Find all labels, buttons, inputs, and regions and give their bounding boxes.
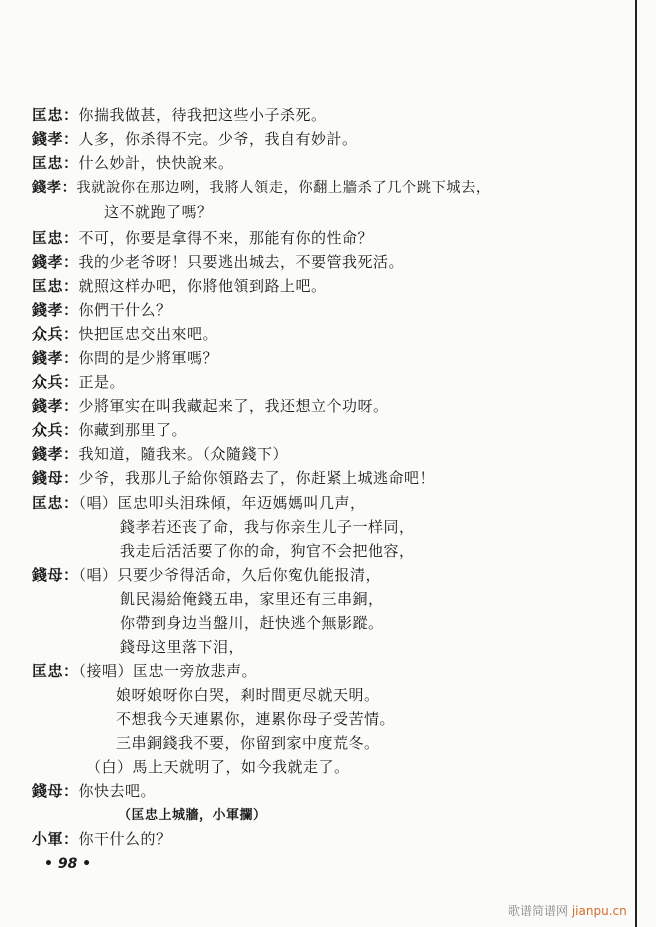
watermark-url: jianpu.cn (571, 904, 627, 918)
speaker-label: 錢孝： (32, 349, 79, 367)
dialogue-text: 錢母这里落下泪， (120, 638, 245, 656)
stage-direction (118, 806, 267, 826)
dialogue-line (116, 685, 380, 705)
dialogue-text: 正是。 (78, 373, 126, 391)
speaker-label: 錢母： (32, 566, 79, 584)
dialogue-line (32, 444, 288, 464)
speaker-label: 众兵： (32, 421, 79, 439)
speaker-label: 錢母： (32, 469, 79, 487)
dialogue-line (32, 276, 327, 296)
dialogue-line (32, 781, 156, 801)
watermark-site-name: 歌谱简谱网 (508, 904, 569, 918)
dialogue-line (116, 733, 380, 753)
dialogue-text: （接唱）匡忠一旁放悲声。 (78, 662, 258, 680)
dialogue-line (32, 228, 373, 248)
dialogue-text: 你問的是少將軍嗎？ (78, 349, 219, 367)
speaker-label: 众兵： (32, 373, 79, 391)
dialogue-text: 你們干什么？ (78, 301, 172, 319)
dialogue-text: 娘呀娘呀你白哭，剎时間更尽就天明。 (116, 686, 380, 704)
dialogue-line (116, 709, 395, 729)
dialogue-text: 我知道，隨我来。（众隨錢下） (78, 445, 289, 463)
dialogue-line (32, 420, 187, 440)
dialogue-line (32, 829, 172, 849)
dialogue-line (86, 757, 350, 777)
dialogue-line (32, 468, 435, 488)
dialogue-line (32, 661, 257, 681)
dialogue-text: （白）馬上天就明了，如今我就走了。 (86, 758, 350, 776)
speaker-label: 錢母： (32, 782, 79, 800)
page-number: • 98 • (44, 856, 92, 872)
speaker-label: 錢孝： (32, 397, 79, 415)
dialogue-text: 我就說你在那边咧，我將人領走，你翻上牆杀了几个跳下城去， (76, 180, 491, 196)
dialogue-text: 少爷，我那儿子給你領路去了，你赶紧上城逃命吧！ (78, 469, 436, 487)
dialogue-text: 不想我今天連累你，連累你母子受苦情。 (116, 710, 396, 728)
dialogue-line (32, 129, 358, 149)
dialogue-text: 什么妙計，快快說来。 (78, 154, 234, 172)
dialogue-text: 錢孝若还丧了命，我与你亲生儿子一样同， (120, 518, 415, 536)
speaker-label: 小軍： (32, 830, 79, 848)
dialogue-line (32, 153, 234, 173)
dialogue-line (120, 589, 384, 609)
dialogue-line (32, 396, 389, 416)
dialogue-line (120, 637, 244, 657)
dialogue-line (32, 324, 218, 344)
dialogue-text: 人多，你杀得不完。少爷，我自有妙計。 (78, 130, 358, 148)
dialogue-line (32, 493, 366, 513)
page-edge-line (635, 0, 637, 927)
dialogue-text: （唱）只要少爷得活命，久后你寃仇能报清， (78, 566, 382, 584)
speaker-label: 匡忠： (32, 494, 79, 512)
dialogue-text: （唱）匡忠叩头泪珠傾，年迈媽媽叫几声， (78, 494, 366, 512)
dialogue-text: 我的少老爷呀！只要逃出城去，不要管我死活。 (78, 253, 405, 271)
speaker-label: 錢孝： (32, 253, 79, 271)
watermark (508, 902, 627, 919)
speaker-label: 錢孝： (32, 445, 79, 463)
dialogue-text: （匡忠上城牆，小軍攔） (118, 808, 267, 823)
dialogue-line (104, 202, 213, 222)
dialogue-text: 我走后活活要了你的命，狗官不会把他容， (120, 542, 415, 560)
speaker-label: 匡忠： (32, 106, 79, 124)
dialogue-line (32, 300, 172, 320)
speaker-label: 匡忠： (32, 154, 79, 172)
speaker-label: 匡忠： (32, 662, 79, 680)
dialogue-text: 不可，你要是拿得不来，那能有你的性命？ (78, 229, 374, 247)
dialogue-line (32, 348, 218, 368)
speaker-label: 众兵： (32, 325, 79, 343)
dialogue-text: 你藏到那里了。 (78, 421, 188, 439)
dialogue-text: 三串銅錢我不要，你留到家中度荒冬。 (116, 734, 380, 752)
speaker-label: 匡忠： (32, 277, 79, 295)
dialogue-text: 快把匡忠交出來吧。 (78, 325, 219, 343)
dialogue-line (32, 252, 404, 272)
dialogue-text: 就照这样办吧，你將他領到路上吧。 (78, 277, 327, 295)
speaker-label: 錢孝： (32, 301, 79, 319)
speaker-label: 匡忠： (32, 229, 79, 247)
dialogue-text: 你揣我做甚，待我把这些小子杀死。 (78, 106, 327, 124)
dialogue-text: 你干什么的？ (78, 830, 172, 848)
dialogue-line (120, 541, 415, 561)
dialogue-line (32, 178, 491, 198)
dialogue-line (120, 517, 415, 537)
dialogue-text: 飢民湯給俺錢五串，家里还有三串銅， (120, 590, 384, 608)
dialogue-text: 少將軍实在叫我藏起来了，我还想立个功呀。 (78, 397, 389, 415)
speaker-label: 錢孝： (32, 180, 77, 196)
dialogue-line (32, 565, 381, 585)
dialogue-text: 这不就跑了嗎？ (104, 203, 213, 221)
dialogue-line (120, 613, 384, 633)
dialogue-text: 你快去吧。 (78, 782, 157, 800)
dialogue-line (32, 372, 125, 392)
dialogue-text: 你帶到身边当盤川，赶快逃个無影蹤。 (120, 614, 384, 632)
dialogue-line (32, 105, 327, 125)
speaker-label: 錢孝： (32, 130, 79, 148)
